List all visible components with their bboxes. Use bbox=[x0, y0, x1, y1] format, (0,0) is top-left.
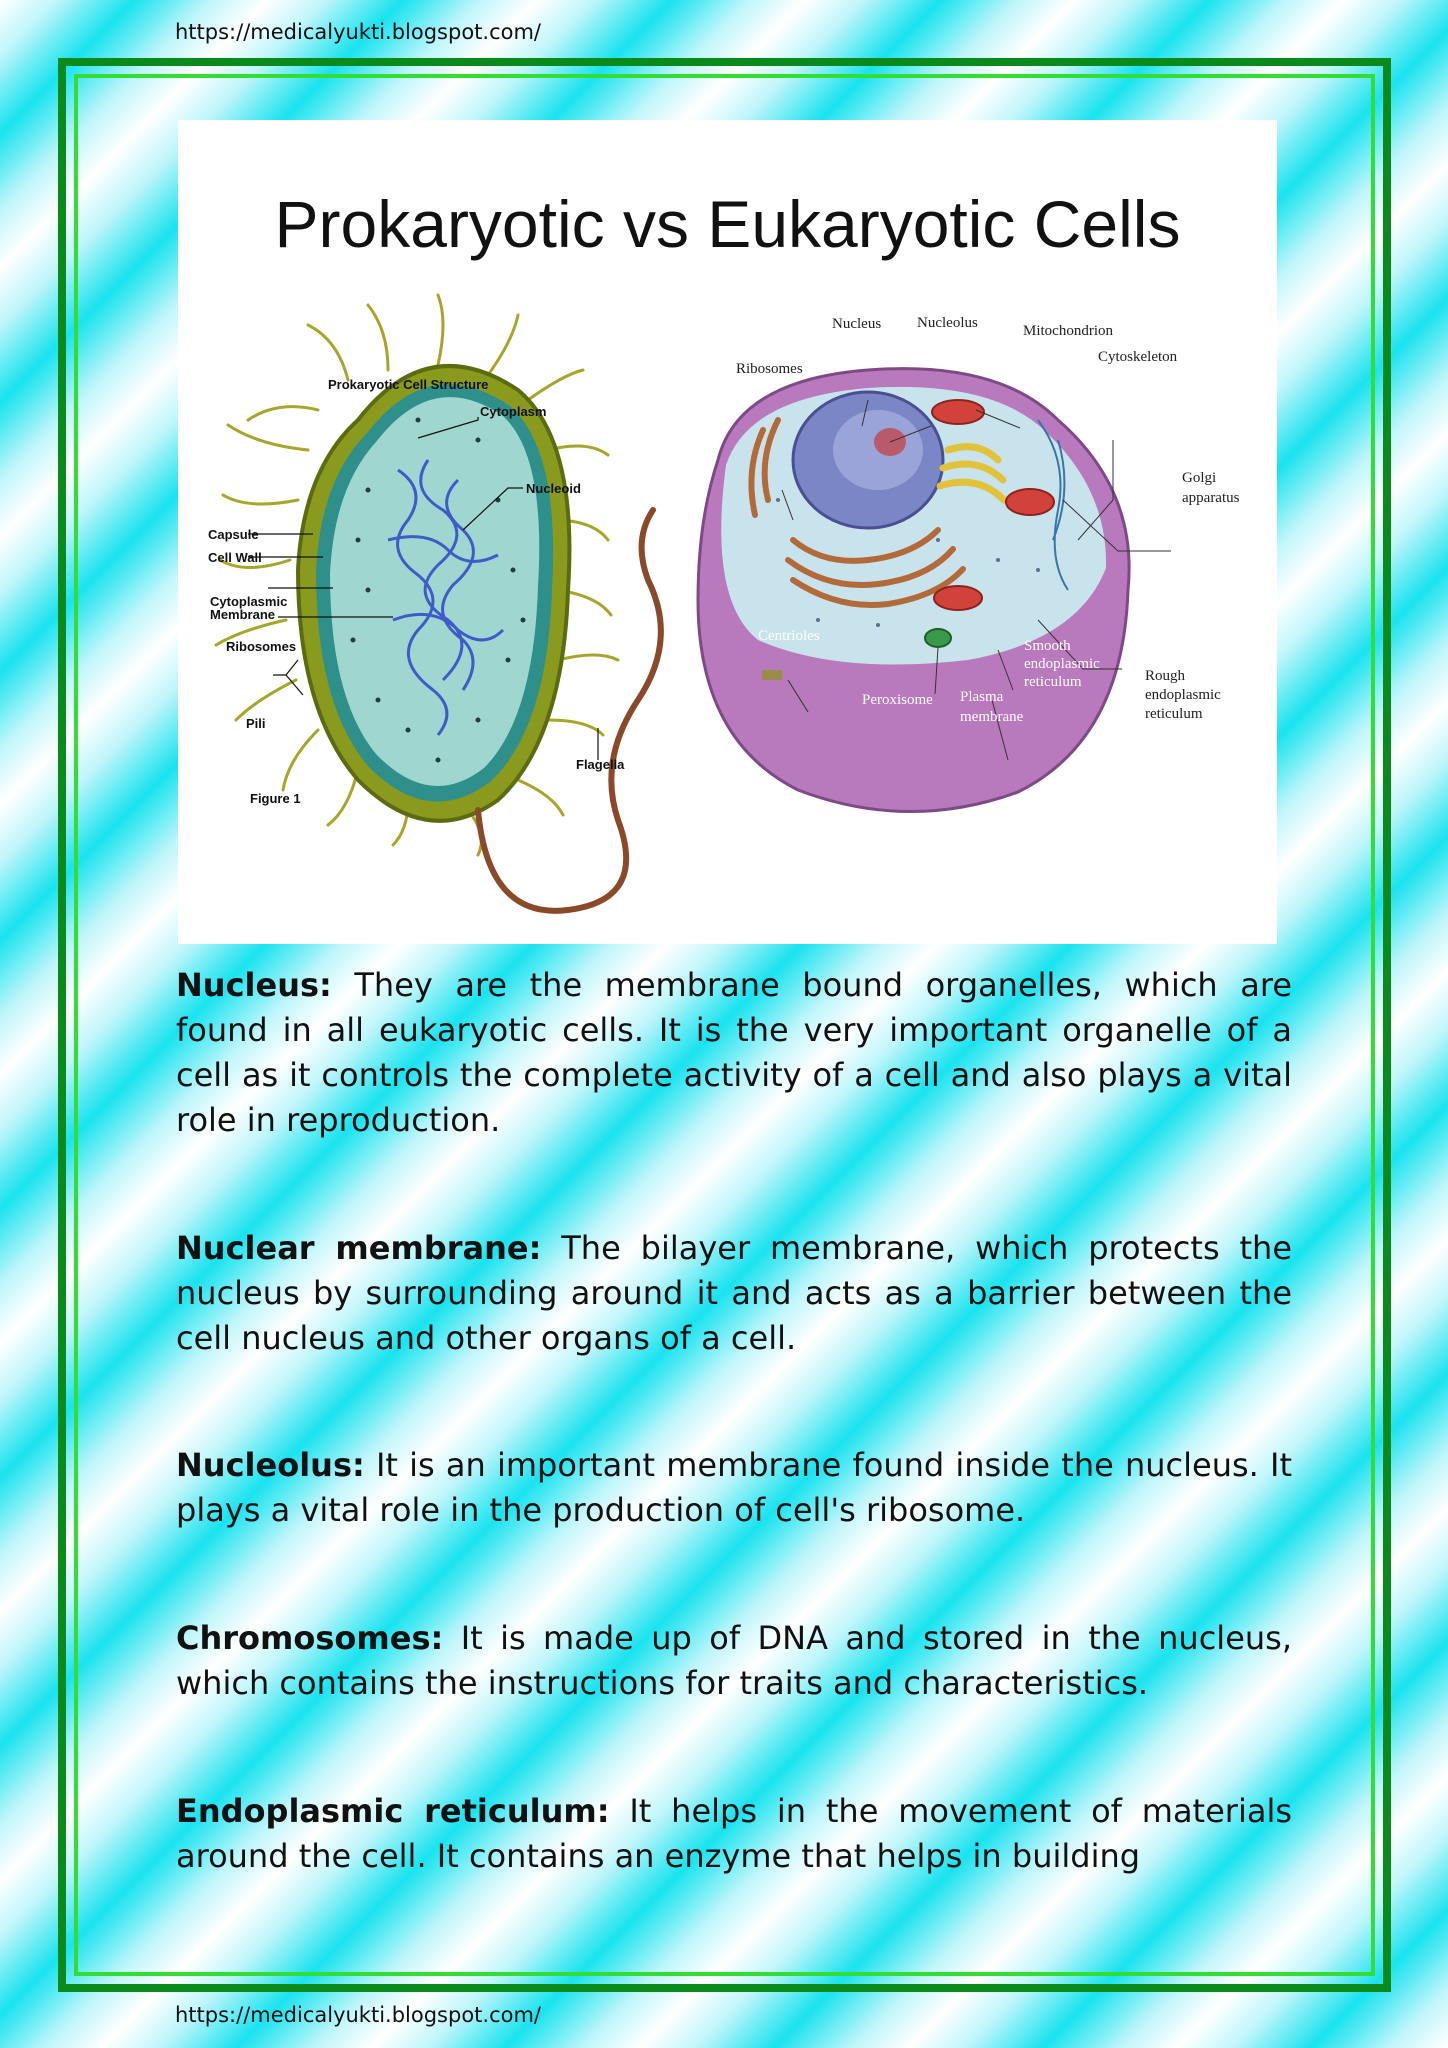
label-plasma-membrane-line2: membrane bbox=[960, 709, 1024, 725]
prokaryotic-heading: Prokaryotic Cell Structure bbox=[328, 377, 489, 392]
paragraph-endoplasmic-reticulum bbox=[176, 1789, 1292, 1879]
text-chromosomes: It is made up of DNA and stored in the nucleus, which contains the instructions for traits and characteristics. bbox=[176, 1619, 1292, 1702]
label-golgi-line2: apparatus bbox=[1182, 490, 1240, 506]
paragraph-nucleolus bbox=[176, 1443, 1292, 1533]
label-smooth-er-line3: reticulum bbox=[1024, 674, 1082, 690]
text-endoplasmic-reticulum: It helps in the movement of materials around the cell. It contains an enzyme that helps in building bbox=[176, 1792, 1293, 1875]
label-centrioles: Centrioles bbox=[758, 628, 820, 644]
label-golgi-line1: Golgi bbox=[1182, 470, 1217, 486]
label-mitochondrion: Mitochondrion bbox=[1023, 323, 1113, 339]
label-cytoplasmic-membrane-line2: Membrane bbox=[210, 607, 276, 622]
label-rough-er-line3: reticulum bbox=[1145, 706, 1203, 722]
label-rough-er-line2: endoplasmic bbox=[1145, 687, 1221, 703]
figure-title: Prokaryotic vs Eukaryotic Cells bbox=[274, 187, 1181, 261]
header-url[interactable]: https://medicalyukti.blogspot.com/ bbox=[175, 20, 542, 44]
label-ribosomes-eukaryotic: Ribosomes bbox=[736, 361, 803, 377]
paragraph-chromosomes bbox=[176, 1616, 1292, 1706]
label-rough-er-line1: Rough bbox=[1145, 668, 1186, 684]
label-nucleolus: Nucleolus bbox=[917, 315, 978, 331]
label-plasma-membrane-line1: Plasma bbox=[960, 689, 1004, 705]
cell-comparison-figure bbox=[178, 120, 1277, 944]
label-cytoplasm: Cytoplasm bbox=[480, 404, 547, 419]
term-nucleus: Nucleus: bbox=[176, 966, 332, 1004]
label-nucleoid: Nucleoid bbox=[526, 481, 581, 496]
figure-caption: Figure 1 bbox=[250, 791, 301, 806]
text-nucleolus: It is an important membrane found inside the nucleus. It plays a vital role in the production of cell's ribosome. bbox=[176, 1446, 1292, 1529]
label-ribosomes-prokaryotic: Ribosomes bbox=[226, 639, 297, 654]
label-peroxisome: Peroxisome bbox=[862, 692, 933, 708]
term-endoplasmic-reticulum: Endoplasmic reticulum: bbox=[176, 1792, 610, 1830]
label-smooth-er-line2: endoplasmic bbox=[1024, 656, 1100, 672]
cell-diagrams bbox=[178, 120, 1277, 944]
label-smooth-er-line1: Smooth bbox=[1024, 638, 1071, 654]
label-capsule: Capsule bbox=[208, 527, 259, 542]
footer-url[interactable]: https://medicalyukti.blogspot.com/ bbox=[175, 2003, 542, 2027]
label-flagella: Flagella bbox=[576, 757, 625, 772]
term-nuclear-membrane: Nuclear membrane: bbox=[176, 1229, 542, 1267]
label-pili: Pili bbox=[246, 716, 266, 731]
paragraph-nucleus bbox=[176, 963, 1292, 1143]
term-chromosomes: Chromosomes: bbox=[176, 1619, 444, 1657]
label-cytoplasmic-membrane-line1: Cytoplasmic bbox=[210, 594, 288, 609]
label-cytoskeleton: Cytoskeleton bbox=[1098, 349, 1178, 365]
label-cell-wall: Cell Wall bbox=[208, 550, 262, 565]
paragraph-nuclear-membrane bbox=[176, 1226, 1292, 1361]
term-nucleolus: Nucleolus: bbox=[176, 1446, 365, 1484]
text-nuclear-membrane: The bilayer membrane, which protects the nucleus by surrounding around it and acts as a barrier between the cell nucleus and other organs of a cell. bbox=[176, 1229, 1292, 1357]
eukaryotic-cell-illustration bbox=[698, 369, 1171, 812]
text-nucleus: They are the membrane bound organelles, which are found in all eukaryotic cells. It is the very important organelle of a cell as it controls the complete activity of a cell and also plays a vital role in reproduction. bbox=[176, 966, 1292, 1139]
label-nucleus: Nucleus bbox=[832, 316, 882, 332]
